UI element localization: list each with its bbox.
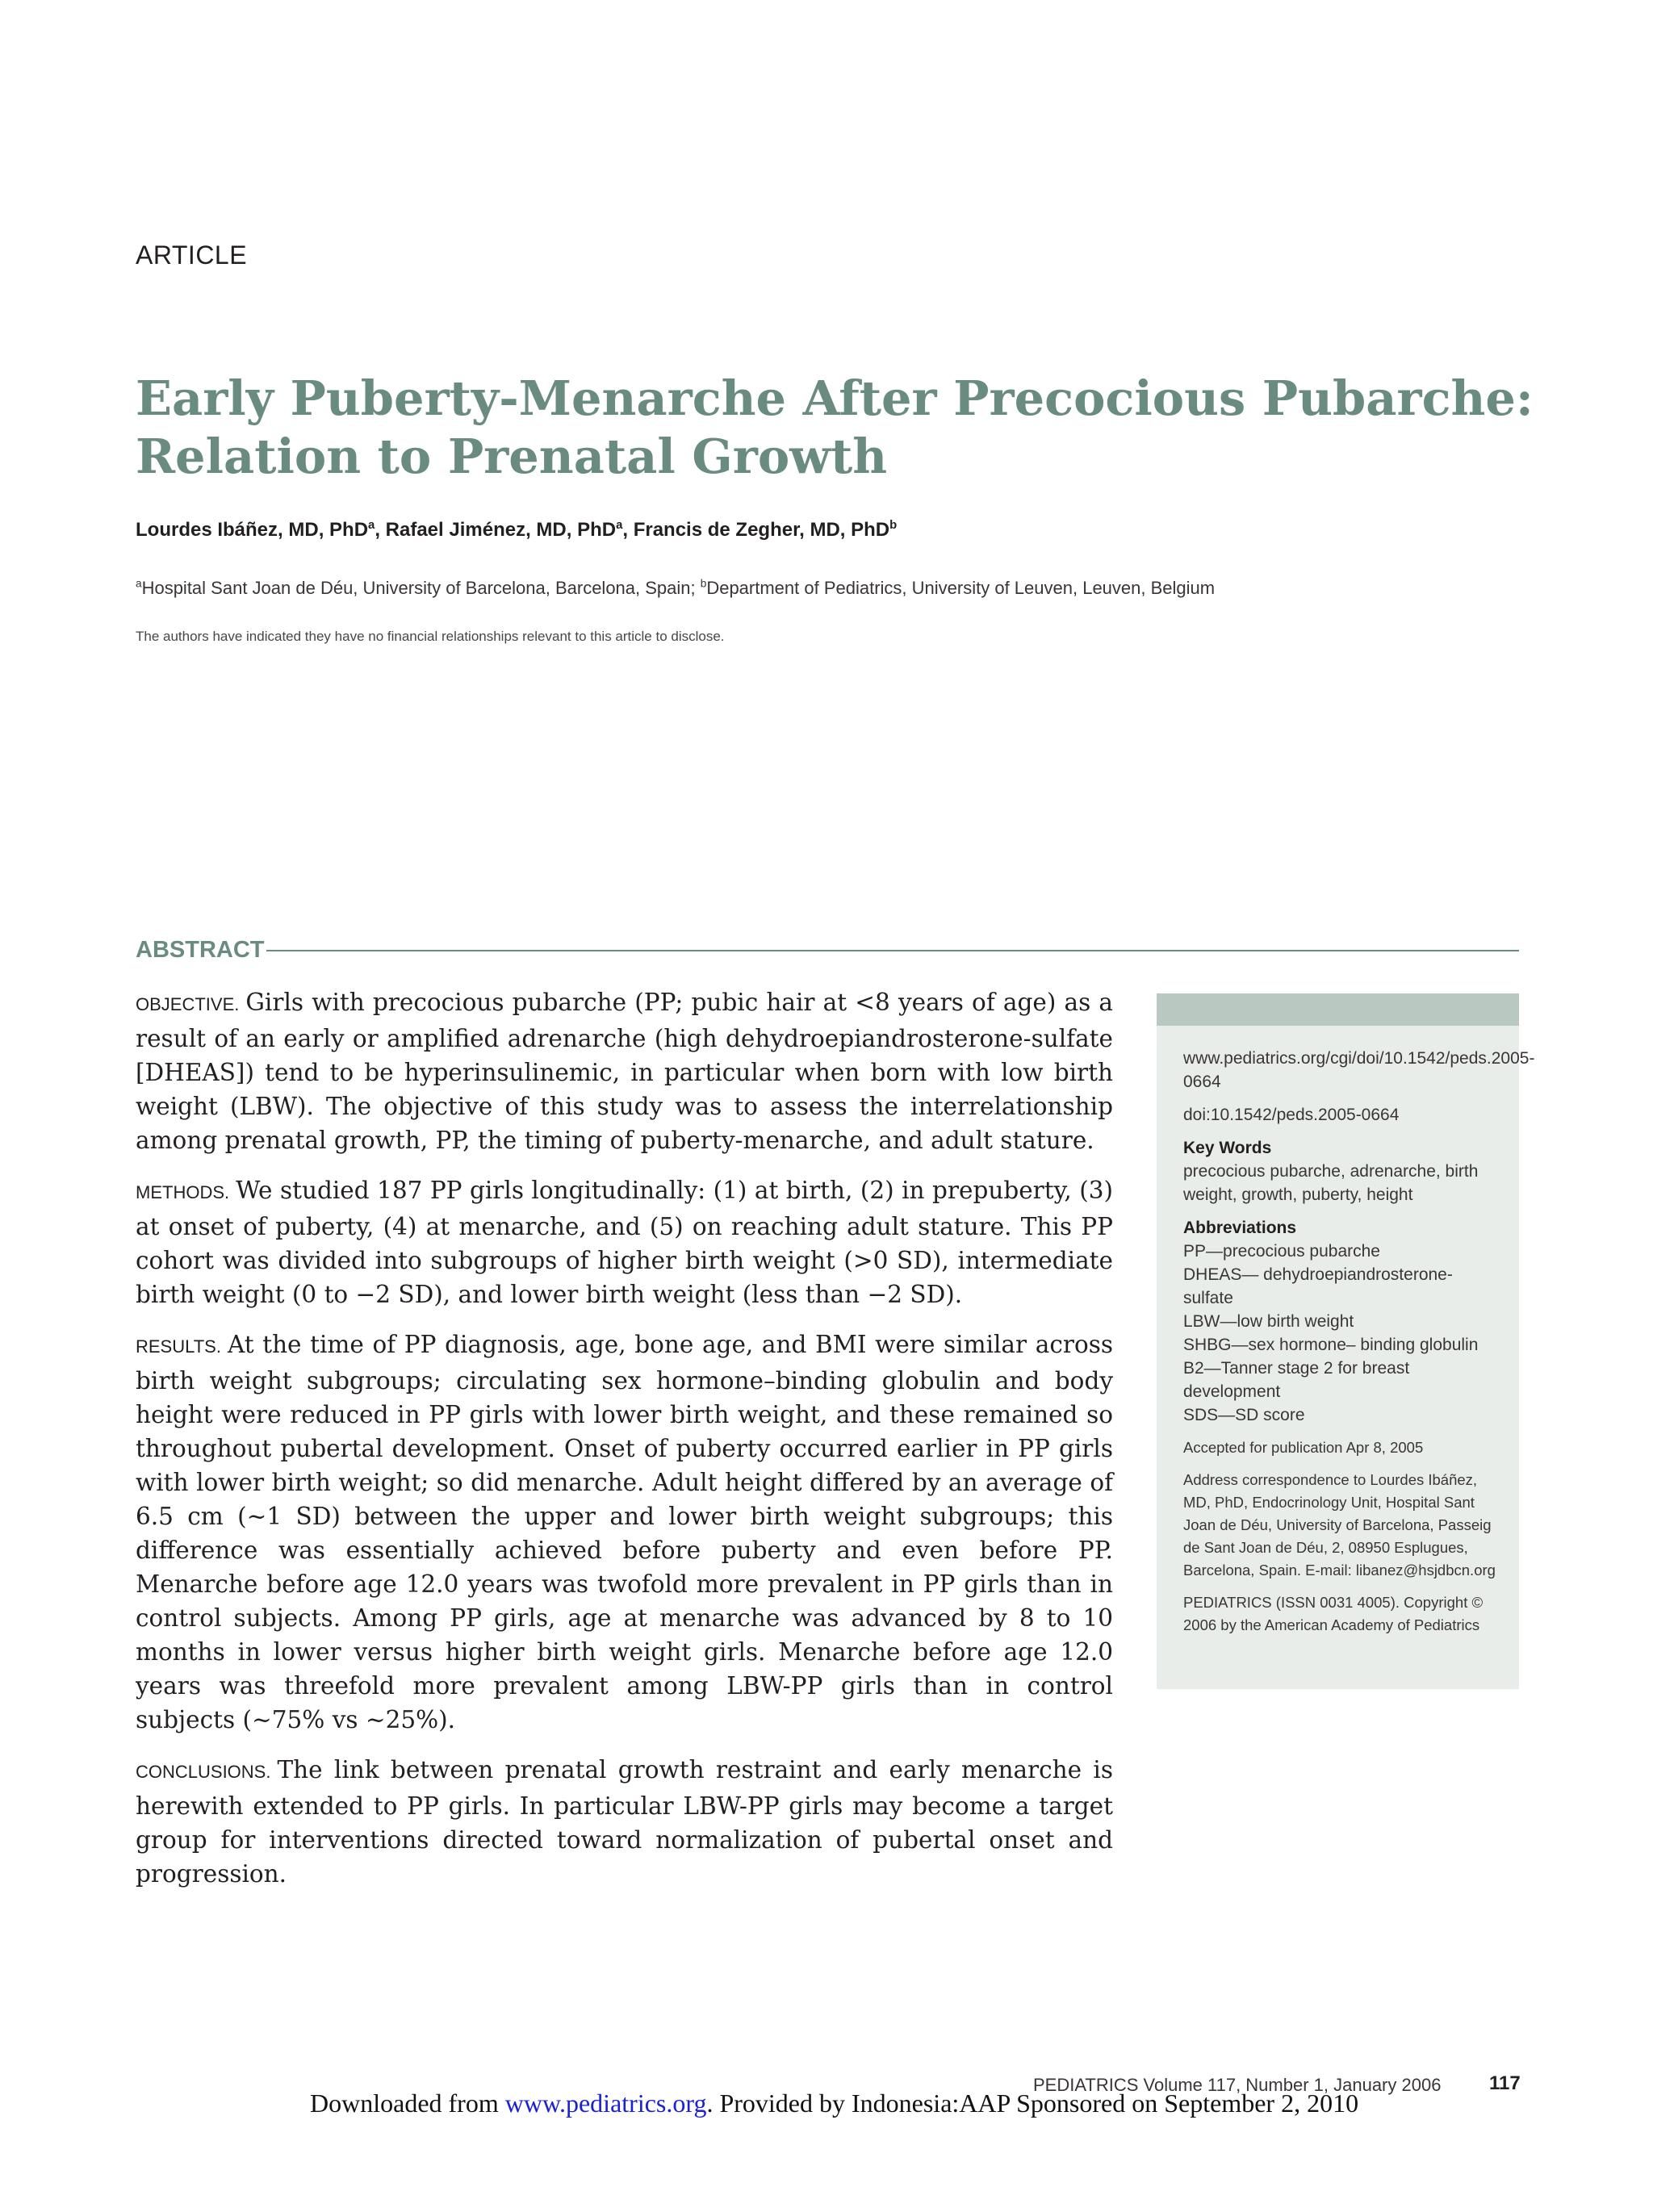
- abstract-results: [136, 1328, 1113, 1737]
- download-prefix: Downloaded from: [310, 2089, 505, 2118]
- affil-b-text: Department of Pediatrics, University of Leuven, Leuven, Belgium: [706, 578, 1216, 598]
- abstract-conclusions: [136, 1753, 1113, 1891]
- results-label: RESULTS.: [136, 1336, 221, 1357]
- abstract-objective: [136, 985, 1113, 1157]
- author-1-affil-marker: a: [368, 519, 375, 532]
- abbreviation-item: LBW—low birth weight: [1183, 1312, 1354, 1331]
- financial-disclosure: The authors have indicated they have no financial relationships relevant to this article to disclose.: [136, 629, 725, 644]
- abbreviation-item: PP—precocious pubarche: [1183, 1242, 1380, 1261]
- sidebar-url[interactable]: www.pediatrics.org/cgi/doi/10.1542/peds.2005-0664: [1183, 1049, 1535, 1091]
- article-type-label: ARTICLE: [136, 240, 248, 270]
- objective-label: OBJECTIVE.: [136, 994, 240, 1014]
- download-suffix: . Provided by Indonesia:AAP Sponsored on September 2, 2010: [706, 2089, 1359, 2118]
- footer-journal-info: PEDIATRICS Volume 117, Number 1, January 2006: [1033, 2075, 1442, 2095]
- affil-b-marker: b: [700, 577, 707, 590]
- affiliations: [136, 578, 1215, 599]
- sidebar-header-band: [1157, 993, 1519, 1026]
- author-separator: ,: [622, 519, 634, 541]
- abbreviation-item: B2—Tanner stage 2 for breast development: [1183, 1359, 1410, 1401]
- article-info-sidebar: [1157, 1026, 1535, 1689]
- objective-text: Girls with precocious pubarche (PP; pubic hair at <8 years of age) as a result of an early or amplified adrenarche (high dehydroepiandrosterone-sulfate [DHEAS]) tend to be hyperinsulinemic, in particular when born with low birth weight (LBW). The objective of this study was to assess the interrelationship among prenatal growth, PP, the timing of puberty-menarche, and adult stature.: [136, 989, 1113, 1154]
- conclusions-text: The link between prenatal growth restraint and early menarche is herewith extended to PP girls. In particular LBW-PP girls may become a target group for interventions directed toward normalization of pubertal onset and progression.: [136, 1756, 1113, 1888]
- conclusions-label: CONCLUSIONS.: [136, 1762, 271, 1782]
- copyright-notice: PEDIATRICS (ISSN 0031 4005). Copyright © 2006 by the American Academy of Pediatrics: [1183, 1594, 1484, 1633]
- affil-a-marker: a: [136, 577, 142, 590]
- correspondence-address: Address correspondence to Lourdes Ibáñez, MD, PhD, Endocrinology Unit, Hospital Sant Joan de Déu, University of Barcelona, Passeig de Sant Joan de Déu, 2, 08950 Esplugues, Barcelona, Spain. E-mail: libanez@hsjdbcn.org: [1183, 1471, 1496, 1579]
- author-2: Rafael Jiménez, MD, PhD: [385, 519, 617, 541]
- abbreviation-item: SDS—SD score: [1183, 1406, 1305, 1424]
- page-number: 117: [1489, 2072, 1521, 2094]
- methods-label: METHODS.: [136, 1182, 230, 1202]
- author-3: Francis de Zegher, MD, PhD: [633, 519, 890, 541]
- download-banner: [310, 2089, 1359, 2118]
- article-title: [136, 370, 1540, 486]
- author-separator: ,: [375, 519, 386, 541]
- abstract-heading: ABSTRACT: [136, 937, 265, 963]
- abbreviation-item: DHEAS— dehydroepiandrosterone-sulfate: [1183, 1265, 1453, 1307]
- methods-text: We studied 187 PP girls longitudinally: (1) at birth, (2) in prepuberty, (3) at onset of puberty, (4) at menarche, and (5) on reaching adult stature. This PP cohort was divided into subgroups of higher birth weight (>0 SD), intermediate birth weight (0 to −2 SD), and lower birth weight (less than −2 SD).: [136, 1177, 1113, 1308]
- sidebar-doi: doi:10.1542/peds.2005-0664: [1183, 1106, 1400, 1124]
- keywords-text: precocious pubarche, adrenarche, birth weight, growth, puberty, height: [1183, 1162, 1479, 1204]
- title-line-1: Early Puberty-Menarche After Precocious Pubarche:: [136, 370, 1534, 426]
- abbreviations-heading: Abbreviations: [1183, 1219, 1297, 1237]
- abstract-methods: [136, 1173, 1113, 1311]
- author-3-affil-marker: b: [889, 519, 898, 532]
- abstract-body: [136, 985, 1113, 1907]
- abstract-divider: [266, 950, 1519, 951]
- accepted-date: Accepted for publication Apr 8, 2005: [1183, 1439, 1424, 1456]
- download-link[interactable]: www.pediatrics.org: [504, 2089, 707, 2118]
- keywords-heading: Key Words: [1183, 1139, 1272, 1157]
- title-line-2: Relation to Prenatal Growth: [136, 429, 888, 484]
- abbreviations-list: [1183, 1240, 1501, 1427]
- author-list: [136, 519, 897, 542]
- author-2-affil-marker: a: [616, 519, 623, 532]
- affil-a-text: Hospital Sant Joan de Déu, University of Barcelona, Barcelona, Spain;: [141, 578, 701, 598]
- author-1: Lourdes Ibáñez, MD, PhD: [136, 519, 369, 541]
- results-text: At the time of PP diagnosis, age, bone age, and BMI were similar across birth weight subgroups; circulating sex hormone–binding globulin and body height were reduced in PP girls with lower birth weight, and these remained so throughout pubertal development. Onset of puberty occurred earlier in PP girls with lower birth weight; so did menarche. Adult height differed by an average of 6.5 cm (~1 SD) between the upper and lower birth weight subgroups; this difference was essentially achieved before puberty and even before PP. Menarche before age 12.0 years was twofold more prevalent in PP girls than in control subjects. Among PP girls, age at menarche was advanced by 8 to 10 months in lower versus higher birth weight girls. Menarche before age 12.0 years was threefold more prevalent among LBW-PP girls than in control subjects (~75% vs ~25%).: [136, 1331, 1113, 1733]
- abbreviation-item: SHBG—sex hormone– binding globulin: [1183, 1336, 1479, 1354]
